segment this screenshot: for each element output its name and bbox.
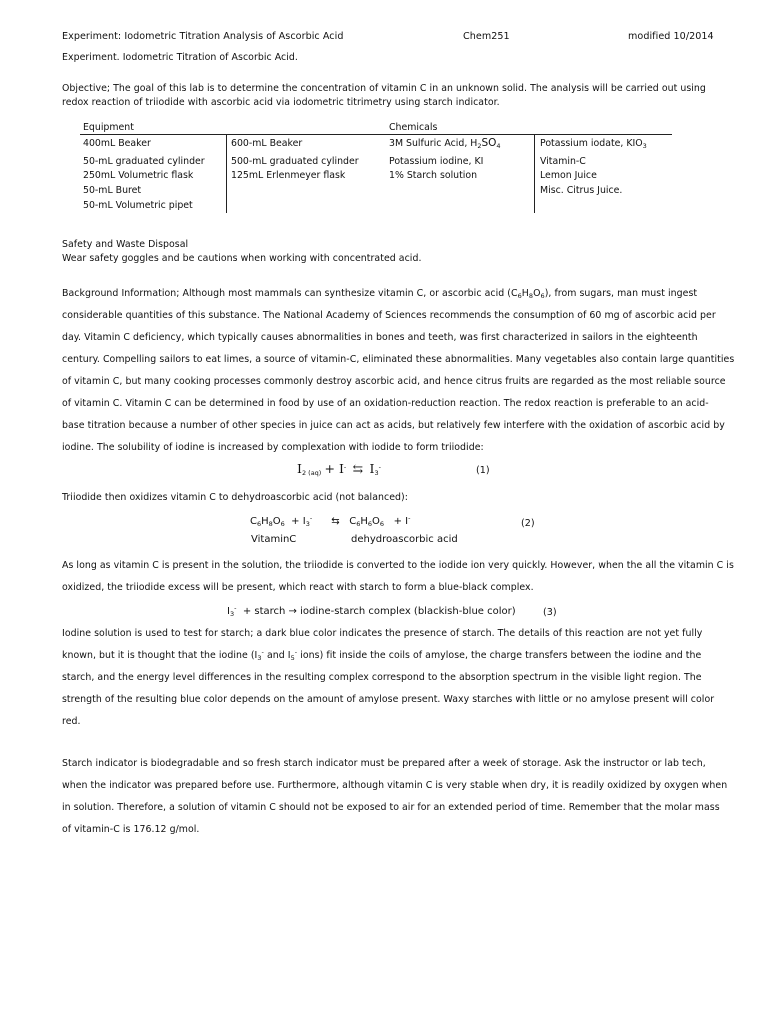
chemical-item: 3M Sulfuric Acid, $H_2SO_4$ <box>389 137 501 150</box>
para2-line: As long as vitamin C is present in the solution, the triiodide is converted to the iodide ion very quickly. However, when the all the vitamin C is <box>62 560 734 571</box>
equipment-item: 50-mL graduated cylinder <box>83 156 205 167</box>
equation-1-number: (1) <box>476 465 490 476</box>
para2-line: oxidized, the triiodide excess will be present, which react with starch to form a blue-black complex. <box>62 582 534 593</box>
header-right: modified 10/2014 <box>628 31 714 42</box>
equipment-item: 600-mL Beaker <box>231 138 303 149</box>
para3-line: strength of the resulting blue color depends on the amount of amylose present. Waxy starches with little or no amylose present will color <box>62 694 715 705</box>
background-line: of vitamin C, but many cooking processes commonly destroy ascorbic acid, and hence citrus fruits are regarded as the most reliable source <box>62 376 726 387</box>
header-center: Chem251 <box>463 31 510 42</box>
header-left: Experiment: Iodometric Titration Analysis of Ascorbic Acid <box>62 31 344 42</box>
para3-line: Iodine solution is used to test for starch; a dark blue color indicates the presence of starch. The details of this reaction are not yet fully <box>62 628 703 639</box>
equipment-item: 125mL Erlenmeyer flask <box>231 170 346 181</box>
safety-text: Wear safety goggles and be cautions when working with concentrated acid. <box>62 253 422 264</box>
objective-line-1: Objective; The goal of this lab is to determine the concentration of vitamin C in an unknown solid. The analysis will be carried out using <box>62 83 706 94</box>
objective-line-2: redox reaction of triiodide with ascorbic acid via iodometric titrimetry using starch indicator. <box>62 97 500 108</box>
chemical-item: Potassium iodine, KI <box>389 156 484 167</box>
para3-line: known, but it is thought that the iodine ($I_3^-$ and $I_5^-$ ions) fit inside the coils of amylose, the charge transfers between the iodine and the <box>62 648 702 662</box>
equipment-item: 250mL Volumetric flask <box>83 170 194 181</box>
chemical-item: Potassium iodate, $KIO_3$ <box>540 138 647 150</box>
background-line: considerable quantities of this substance. The National Academy of Sciences recommends the consumption of 60 mg of ascorbic acid per <box>62 310 716 321</box>
equipment-item: 400mL Beaker <box>83 138 151 149</box>
background-line: day. Vitamin C deficiency, which typically causes abnormalities in bones and teeth, was first characterized in sailors in the eighteenth <box>62 332 698 343</box>
dehydroascorbic-label: dehydroascorbic acid <box>351 534 458 545</box>
para4-line: Starch indicator is biodegradable and so fresh starch indicator must be prepared after a week of storage. Ask the instructor or lab tech, <box>62 758 706 769</box>
para4-line: when the indicator was prepared before use. Furthermore, although vitamin C is very stable when dry, it is readily oxidized by oxygen when <box>62 780 728 791</box>
equation-3-number: (3) <box>543 607 557 618</box>
chemical-item: Lemon Juice <box>540 170 597 181</box>
equipment-header: Equipment <box>83 122 134 133</box>
chemicals-header: Chemicals <box>389 122 438 133</box>
equation-3: $I_3^-$ + starch → iodine-starch complex (blackish-blue color) <box>227 604 516 618</box>
background-line: of vitamin C. Vitamin C can be determined in food by use of an oxidation-reduction reaction. The redox reaction is preferable to an acid- <box>62 398 709 409</box>
chemical-item: Vitamin-C <box>540 156 586 167</box>
background-line: century. Compelling sailors to eat limes, a source of vitamin-C, eliminated these abnormalities. Many vegetables also contain large quantities <box>62 354 735 365</box>
table-divider-2 <box>534 135 535 213</box>
chemical-item: Misc. Citrus Juice. <box>540 185 623 196</box>
background-line: iodine. The solubility of iodine is increased by complexation with iodide to form triiodide: <box>62 442 484 453</box>
para4-line: in solution. Therefore, a solution of vitamin C should not be exposed to air for an extended period of time. Remember that the molar mass <box>62 802 720 813</box>
table-top-rule <box>80 134 672 135</box>
equation-2: $C_6H_8O_6 + I_3^-$ ⇆ $C_6H_6O_6$ + I- <box>250 514 411 528</box>
document-title: Experiment. Iodometric Titration of Ascorbic Acid. <box>62 52 298 63</box>
para3-line: starch, and the energy level differences in the resulting complex correspond to the absorption spectrum in the visible light region. The <box>62 672 702 683</box>
vitaminc-label: VitaminC <box>251 534 297 545</box>
safety-heading: Safety and Waste Disposal <box>62 239 189 250</box>
equipment-item: 500-mL graduated cylinder <box>231 156 359 167</box>
table-divider-1 <box>226 135 227 213</box>
background-line-1: Background Information; Although most mammals can synthesize vitamin C, or ascorbic acid $(C_6H_8O_6)$, from sugars, man must ingest <box>62 288 698 300</box>
para3-line: red. <box>62 716 81 727</box>
equipment-item: 50-mL Volumetric pipet <box>83 200 193 211</box>
background-line: base titration because a number of other species in juice can act as acids, but relatively few interfere with the oxidation of ascorbic acid by <box>62 420 725 431</box>
equation-1: $I_{2 (aq)} + I^-$ ⇆ $I_3^-$ <box>297 461 381 477</box>
triiodide-text: Triiodide then oxidizes vitamin C to dehydroascorbic acid (not balanced): <box>62 492 408 503</box>
equation-2-number: (2) <box>521 518 535 529</box>
equipment-item: 50-mL Buret <box>83 185 142 196</box>
para4-line: of vitamin-C is 176.12 g/mol. <box>62 824 200 835</box>
chemical-item: 1% Starch solution <box>389 170 478 181</box>
